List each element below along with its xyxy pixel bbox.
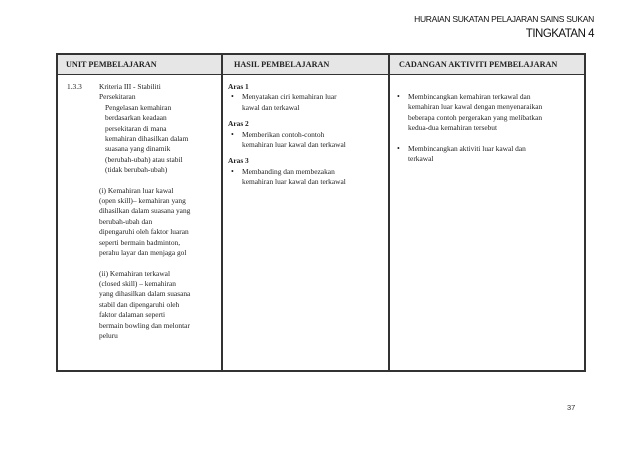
closed-skill-line: peluru xyxy=(99,330,118,340)
unit-desc-line: kemahiran dihasilkan dalam xyxy=(105,134,189,144)
aras-label: Aras 1 xyxy=(228,82,249,91)
aktiviti-line: • Membincangkan kemahiran terkawal dan xyxy=(408,92,531,101)
aktiviti-line: kemahiran luar kawal dengan menyenaraikan xyxy=(408,102,543,112)
table-header-row xyxy=(58,55,584,75)
closed-skill-line: faktor dalaman seperti xyxy=(99,310,166,320)
aktiviti-bullet xyxy=(394,92,584,134)
open-skill-line: (i) Kemahiran luar kawal xyxy=(99,185,174,195)
open-skill-line: perahu layar dan menjaga gol xyxy=(99,248,187,258)
unit-desc-line: suasana yang dinamik xyxy=(105,144,171,154)
hasil-line: • Memberikan contoh-contoh xyxy=(242,129,325,139)
hasil-bullet xyxy=(228,130,384,151)
unit-title-line: Kriteria III - Stabiliti xyxy=(99,82,161,91)
hasil-line: • Membanding dan membezakan xyxy=(242,166,335,176)
unit-desc-line: (berubah-ubah) atau stabil xyxy=(105,154,183,164)
header-hasil: HASIL PEMBELAJARAN xyxy=(234,60,330,69)
unit-desc-line: berdasarkan keadaan xyxy=(105,113,167,123)
aras-label: Aras 3 xyxy=(228,156,249,166)
aktiviti-column xyxy=(394,92,584,164)
hasil-column xyxy=(228,82,384,188)
column-divider xyxy=(388,55,390,370)
closed-skill-line: bermain bowling dan melontar xyxy=(99,320,190,330)
aras-label: Aras 2 xyxy=(228,119,249,129)
closed-skill-line: (closed skill) – kemahiran xyxy=(99,278,176,288)
unit-desc-line: persekitaran di mana xyxy=(105,123,167,133)
open-skill-line: (open skill)– kemahiran yang xyxy=(99,196,186,206)
closed-skill-line: (ii) Kemahiran terkawal xyxy=(99,268,170,278)
syllabus-table xyxy=(56,53,586,372)
aktiviti-line: • Membincangkan aktiviti luar kawal dan xyxy=(408,143,526,153)
header-aktiviti: CADANGAN AKTIVITI PEMBELAJARAN xyxy=(399,60,558,69)
unit-title-line: Persekitaran xyxy=(99,92,136,102)
closed-skill-line: stabil dan dipengaruhi oleh xyxy=(99,299,180,309)
hasil-bullet xyxy=(228,92,384,113)
open-skill-line: berubah-ubah dan xyxy=(99,216,153,226)
hasil-line: kemahiran luar kawal dan terkawal xyxy=(242,177,346,187)
hasil-line: • Menyatakan ciri kemahiran luar xyxy=(242,92,337,102)
page-number: 37 xyxy=(567,403,576,412)
aktiviti-line: kedua-dua kemahiran tersebut xyxy=(408,123,498,133)
hasil-line: kemahiran luar kawal dan terkawal xyxy=(242,140,346,150)
header-unit: UNIT PEMBELAJARAN xyxy=(66,60,157,69)
document-header-title: HURAIAN SUKATAN PELAJARAN SAINS SUKAN xyxy=(414,14,594,24)
open-skill-line: seperti bermain badminton, xyxy=(99,237,181,247)
closed-skill-line: yang dihasilkan dalam suasana xyxy=(99,289,191,299)
unit-code: 1.3.3 xyxy=(67,82,82,91)
aktiviti-line: terkawal xyxy=(408,154,434,164)
open-skill-line: dipengaruhi oleh faktor luaran xyxy=(99,227,189,237)
hasil-line: kawal dan terkawal xyxy=(242,102,300,112)
document-header-form: TINGKATAN 4 xyxy=(525,28,594,40)
aktiviti-line: beberapa contoh pergerakan yang melibatkan xyxy=(408,112,543,122)
unit-desc-line: Pengelasan kemahiran xyxy=(105,102,172,112)
aktiviti-bullet xyxy=(394,144,584,165)
open-skill-line: dihasilkan dalam suasana yang xyxy=(99,206,191,216)
hasil-bullet xyxy=(228,167,384,188)
unit-desc-line: (tidak berubah-ubah) xyxy=(105,165,168,175)
